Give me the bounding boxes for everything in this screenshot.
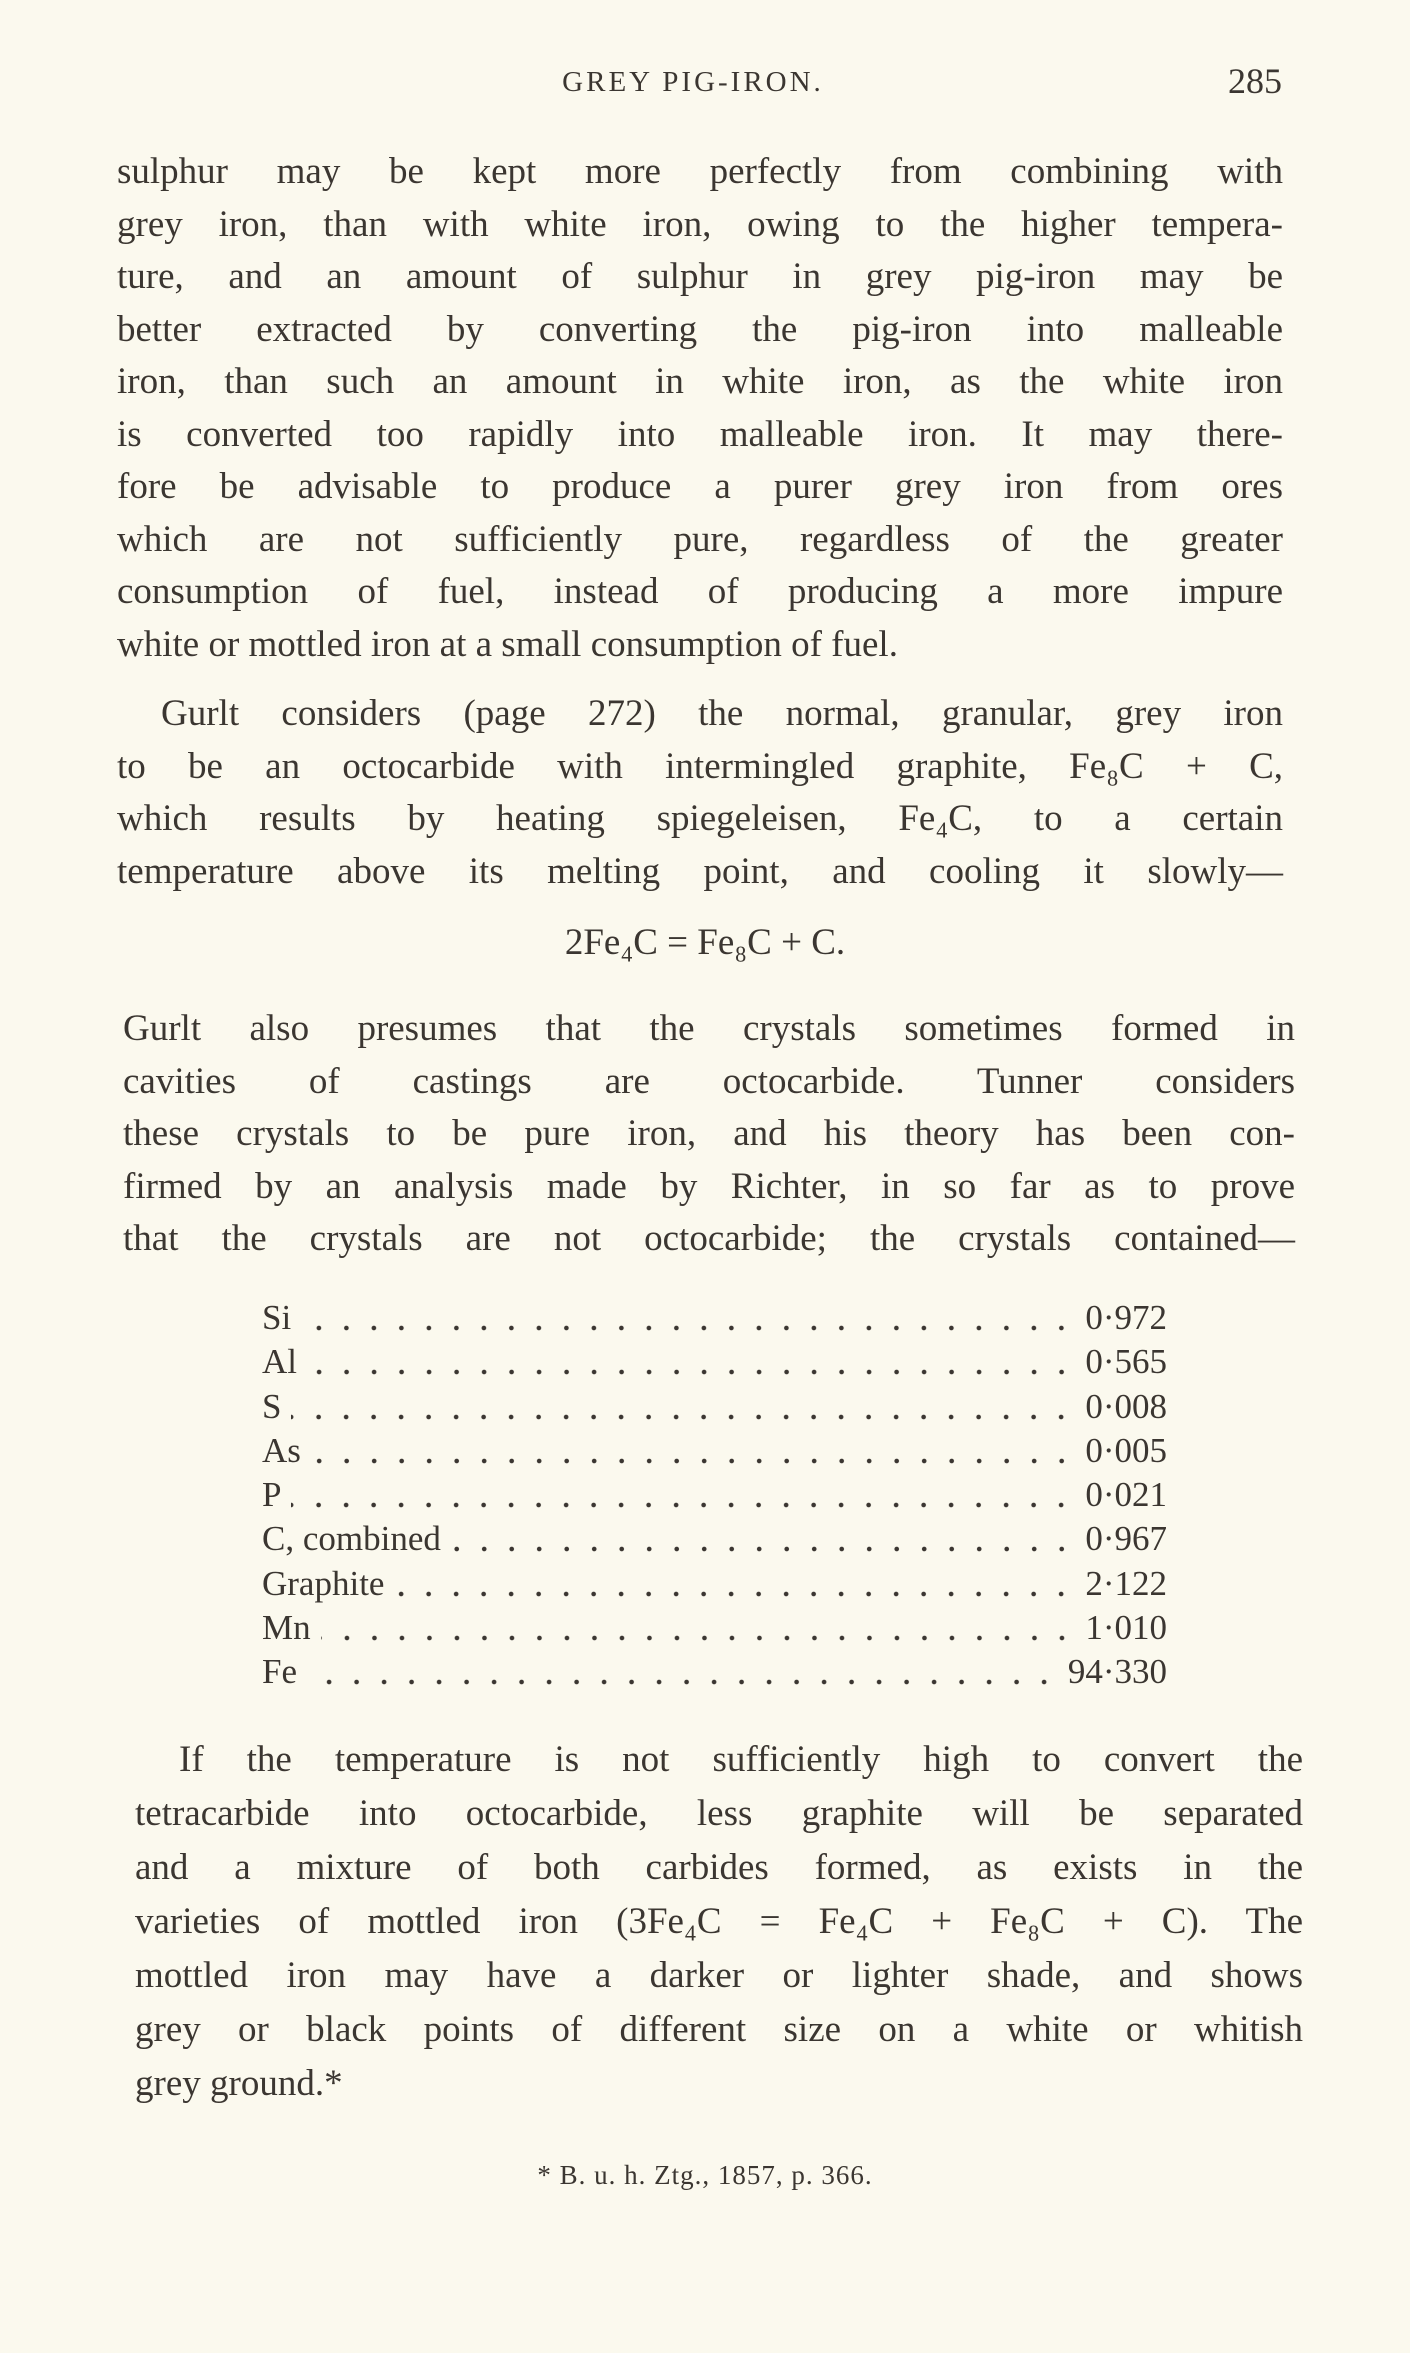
table-row — [262, 1342, 1167, 1386]
text-line: varieties of mottled iron (3Fe₄C = Fe₄C + Fe₈C + C). The — [135, 1901, 1303, 1942]
dot-leader — [291, 1414, 1075, 1420]
element-label: Al — [262, 1342, 297, 1382]
text-line: If the temperature is not sufficiently high to convert the — [179, 1739, 1303, 1780]
element-value: 0·008 — [1085, 1386, 1167, 1426]
dot-leader — [321, 1635, 1076, 1641]
text-line: ture, and an amount of sulphur in grey pig-iron may be — [117, 256, 1283, 297]
text-line: grey ground.* — [135, 2063, 343, 2104]
text-line: cavities of castings are octocarbide. Tunner considers — [123, 1060, 1295, 1102]
chemical-formula: 2Fe₄C = Fe₈C + C. — [564, 922, 846, 963]
page-number: 285 — [1228, 61, 1282, 101]
paragraph-2 — [117, 688, 1283, 898]
text-line: sulphur may be kept more perfectly from combining with — [117, 151, 1283, 192]
table-row — [262, 1475, 1167, 1519]
text-line: and a mixture of both carbides formed, as exists in the — [135, 1847, 1303, 1888]
table-row — [262, 1519, 1167, 1563]
text-line: which results by heating spiegeleisen, Fe₄C, to a certain — [117, 798, 1283, 839]
text-line: firmed by an analysis made by Richter, in so far as to prove — [123, 1165, 1295, 1207]
running-head: GREY PIG-IRON. — [562, 66, 824, 98]
element-value: 2·122 — [1085, 1563, 1167, 1603]
element-value: 94·330 — [1067, 1652, 1167, 1691]
text-line: consumption of fuel, instead of producing a more impure — [117, 571, 1283, 612]
element-value: 0·967 — [1085, 1519, 1167, 1559]
element-value: 0·565 — [1085, 1342, 1167, 1382]
text-line: white or mottled iron at a small consumption of fuel. — [117, 623, 898, 665]
text-line: to be an octocarbide with intermingled graphite, Fe₈C + C, — [117, 745, 1283, 787]
dot-leader — [301, 1325, 1075, 1331]
analysis-table — [262, 1298, 1167, 1696]
text-line: grey iron, than with white iron, owing to the higher tempera- — [117, 203, 1283, 245]
text-line: that the crystals are not octocarbide; the crystals contained— — [123, 1218, 1295, 1259]
table-row — [262, 1652, 1167, 1696]
element-value: 1·010 — [1085, 1607, 1167, 1647]
table-row — [262, 1608, 1167, 1652]
text-line: temperature above its melting point, and cooling it slowly— — [117, 850, 1283, 892]
element-label: P — [262, 1475, 282, 1514]
table-row — [262, 1564, 1167, 1608]
text-line: Gurlt also presumes that the crystals sometimes formed in — [123, 1008, 1295, 1049]
text-line: grey or black points of different size on a white or whitish — [135, 2009, 1303, 2050]
text-line: better extracted by converting the pig-iron into malleable — [117, 308, 1283, 350]
text-line: is converted too rapidly into malleable iron. It may there- — [117, 413, 1283, 455]
element-label: As — [262, 1430, 301, 1470]
paragraph-3 — [123, 1003, 1295, 1266]
table-row — [262, 1431, 1167, 1475]
element-value: 0·005 — [1085, 1430, 1167, 1470]
dot-leader — [394, 1591, 1075, 1597]
dot-leader — [307, 1679, 1058, 1685]
text-line: iron, than such an amount in white iron, as the white iron — [117, 361, 1283, 402]
paragraph-1 — [117, 146, 1283, 671]
text-line: these crystals to be pure iron, and his theory has been con- — [123, 1113, 1295, 1154]
text-line: tetracarbide into octocarbide, less graphite will be separated — [135, 1793, 1303, 1834]
element-label: Mn — [262, 1607, 311, 1647]
element-value: 0·972 — [1085, 1298, 1167, 1337]
element-label: Si — [262, 1298, 292, 1337]
element-label: Fe — [262, 1652, 297, 1691]
text-line: mottled iron may have a darker or lighter shade, and shows — [135, 1955, 1303, 1996]
element-value: 0·021 — [1085, 1475, 1167, 1514]
dot-leader — [307, 1369, 1075, 1375]
text-line: fore be advisable to produce a purer grey iron from ores — [117, 466, 1283, 507]
element-label: C, combined — [262, 1519, 441, 1559]
dot-leader — [451, 1546, 1075, 1552]
text-line: Gurlt considers (page 272) the normal, granular, grey iron — [161, 693, 1283, 734]
element-label: S — [262, 1386, 282, 1426]
table-row — [262, 1298, 1167, 1342]
dot-leader — [311, 1458, 1075, 1464]
element-label: Graphite — [262, 1563, 385, 1603]
table-row — [262, 1387, 1167, 1431]
dot-leader — [291, 1502, 1075, 1508]
footnote: * B. u. h. Ztg., 1857, p. 366. — [537, 2160, 873, 2190]
text-line: which are not sufficiently pure, regardless of the greater — [117, 518, 1283, 560]
paragraph-4 — [135, 1733, 1303, 2111]
